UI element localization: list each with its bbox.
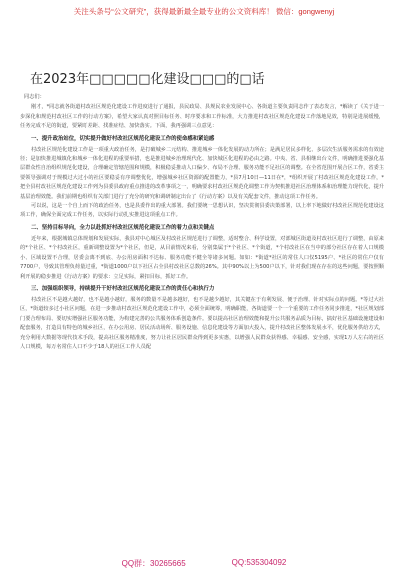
section-heading: 二、坚持目标导向，全力以赴抓好村改社区规范化建设工作的着力点和关键点 [31,224,215,231]
document-body [20,60,384,538]
paragraph: 近年来，根据城镇总体规划和发展实际，我县对中心城区及村改社区规范进行了调整，适时整合、科学设置，对部城区街道及村改社区进行了调整，由原来的*个社区、*个村改社区，重新调整设置为*个社区，但是，从目前情况来看，分别集属于*个社区、*个街道，*个村改社区在当中的部分社区存在着人口规模小、区域设置不合理，居委会离不到底、办公用房面积不达标、服务功能不健全等诸多问题。如如：*街道*社区的常住人口仅5195户、*社区的常住户仅有7700户，导致其管理负荷量过重，*街道1000户以下社区占全县村改社区总数的26%。其中90%以上为500户以下，针对我们现在存在的这些问题，要按照顺利开展的稳步推进《行动方案》的要求：立足实际，紧扣目标，抓好工作。 [20,235,384,280]
paragraph: 刚才，*同志就各街道村改社区规范化建设工作进度进行了通报，县民政局、县规民农业发展中心、各街道主要负责同志作了表态发言，*解读了《关于进一步深化和规范村改社区工作的行动方案》，希望大家认真对照目标任务、时序要求和工作标准，大力推进村改社区规范化建设工作落地见效，特别是进展缓慢，任务完成不足的街道，要紧盯差距、找准症结、加快落实。下面，我再强调三点意见： [20,104,384,130]
paragraph: 村改社区不是越大越好，也不是越小越好，服务的数量不是越多越好，也不是越少越好，其关键在于有利发展、便于治理、针对实际点的问题。*等过大社区，*街道较多过小社区问题，在进一步推动村改社区规范化建设工作中，必须全面统筹，明确职能，各街道要一个一个重要的工作任务同步推进，*社区规划部门要合理布局、要切实增强社区服务功能，为构建完善的公共服务体系创造条件。要以提高社区治理效能和提升公共服务品质为目标，搞好社区基础设施建设和配套服务，打造具有特色的城乡社区，在办公用房、居民活动场所、服务设施、信息化建设等方面加大投入，提升村改社区整体发展水平，优化服务供给方式，充分利用大数据等现代技术手段，提高社区服务精准度，努力让社区居民群众得到更多实惠，以增强人民群众获得感、幸福感、安全感，实现1万人左右的社区人口规模，每万名常住人口不少于18人的社区工作人员配 [20,296,384,350]
greeting: 同志们： [24,94,45,100]
section-heading: 一、提升政治站位，切实提升做好村改社区规范化建设工作的使命感和紧迫感 [31,135,215,142]
document-sections [20,103,384,352]
paragraph: 可以说，这是一个自上而下的政治任务，也是县委作出的重大部署。我们要统一思想认识，坚决贯彻县委决策部署，以上率下地做好村改社区规范化建设这项工作，确保全面完成工作任务，以实际行动扎实推进这项重点工作。 [20,203,384,219]
banner-text: 关注头条号“公文研究”，获得最新最全最专业的公文资料库！ 微信：gongwenyj [73,6,335,16]
footer-qq-group: QQ群：30265665 [121,559,186,568]
top-banner [12,0,396,22]
section-heading: 三、加强组织领导，持续提升干好村改社区规范化建设工作的责任心和执行力 [31,285,215,292]
footer [0,558,408,572]
footer-qq: QQ:535304092 [231,558,287,567]
paragraph: 村改社区规范化建设工作是一项重大政治任务，是打破城乡二元结构、推进城乡一体化发展的动力所在；是满足居民多样化、多层次生活服务需求的有效途径；是加快推进城镇化和城乡一体化进程的重要举措，也是推进城乡治理现代化、加快城区化进程的必由之路。中央、省、县相继出台文件，明确推进要强化基层群众性自治组织规范化建设，合理确定管辖范围和规模，积极稳妥推动人口偏少、布局不合理、服务功能不足社区的调整。在全省范围开展合区工作，省委主要领导强调对于规模过大过小的社区要稳妥有序调整优化，增强城乡社区资源的配置能力，*县7月10日—11日在*，*组织开展了村改社区规范化建设工作，*把全县村改社区规范化建设工作列为县委县政府重点推进的改革事项之一，明确要求村改社区规范化调整工作为契机推进社区治理体系和治理能力现代化，提升基层治理效能。我们前期也组织有关部门进行了充分的研究和调研制定出台了《行动方案》以及有关配套文件，推动这项工作任务。 [20,146,384,200]
document-title: 在2023年□□□□□化建设□□□的□话 [30,72,265,87]
